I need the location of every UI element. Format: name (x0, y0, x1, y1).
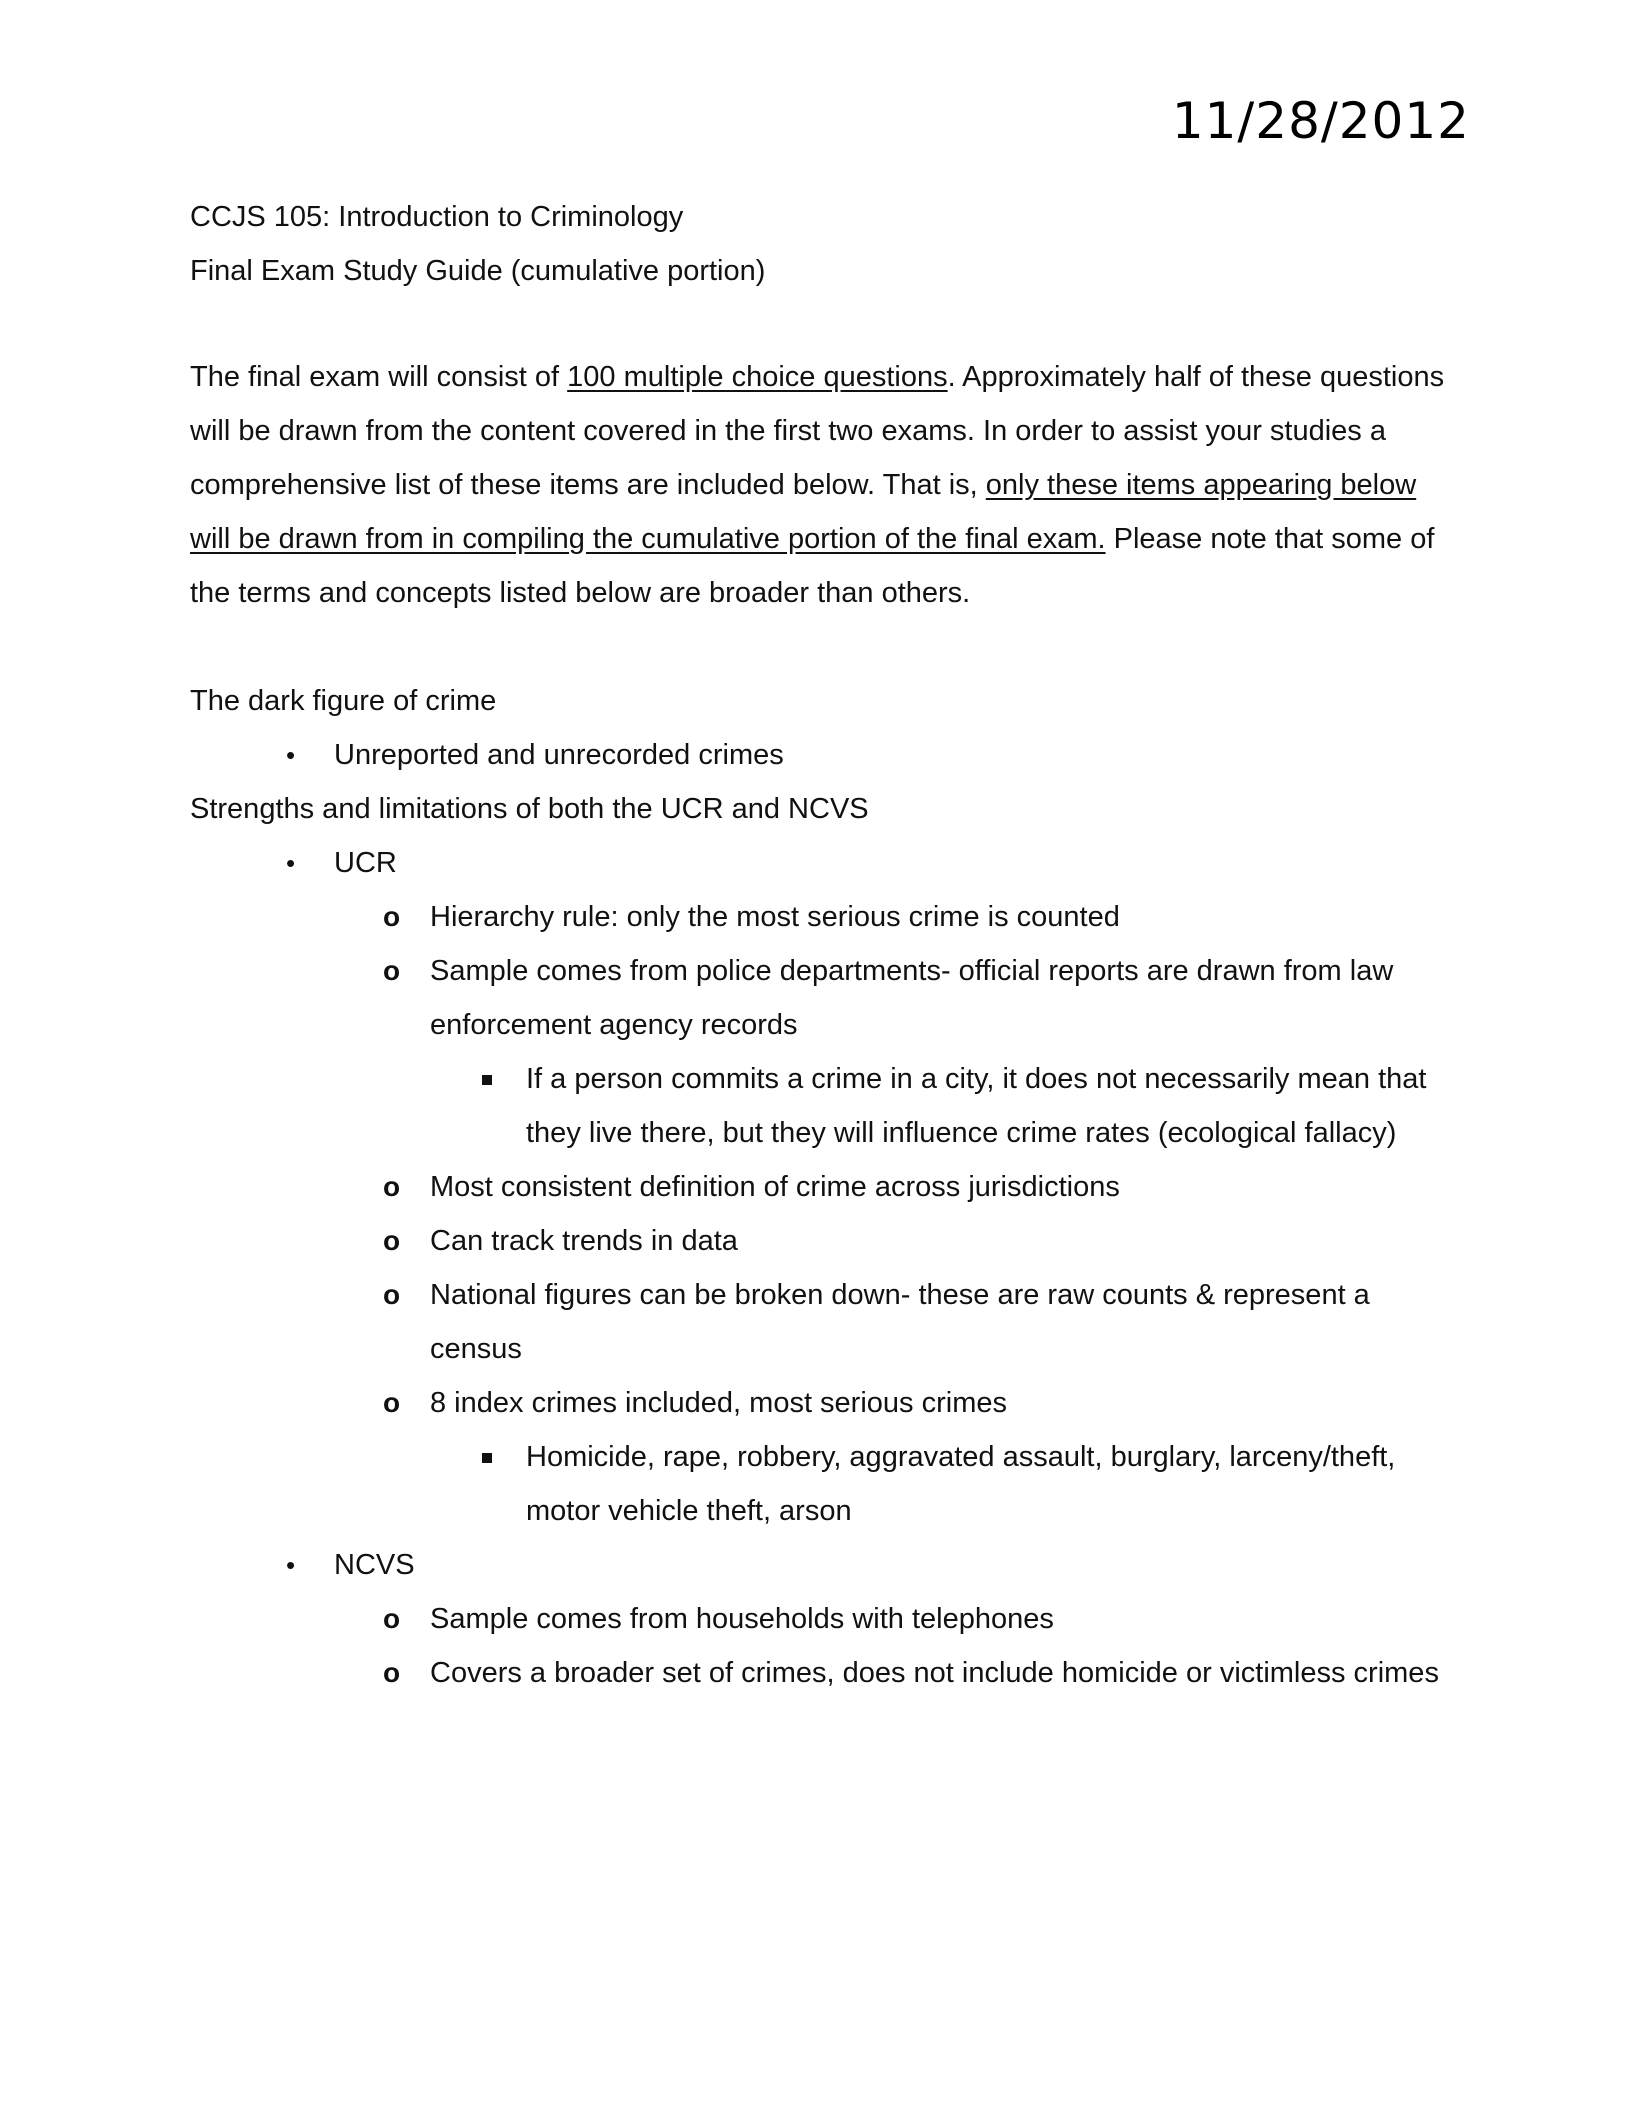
circle-bullet-icon: o (383, 1225, 401, 1256)
list-item-text: 8 index crimes included, most serious crimes (430, 1387, 1007, 1419)
intro-text-1: The final exam will consist of (190, 361, 568, 393)
document-date: 11/28/2012 (1171, 92, 1470, 150)
square-bullet-icon (482, 1052, 492, 1106)
disc-bullet-icon: • (286, 1550, 296, 1580)
circle-bullet-icon: o (383, 1171, 401, 1202)
sub-sub-list (190, 1430, 1450, 1538)
list-item (190, 1214, 1450, 1268)
list-item (190, 890, 1450, 944)
list-item (190, 1430, 1450, 1538)
topic-heading: The dark figure of crime (190, 685, 497, 717)
list-item (190, 1268, 1450, 1376)
list-item-text: Sample comes from households with telephones (430, 1603, 1054, 1635)
list-item (190, 1160, 1450, 1214)
list-item-text: Homicide, rape, robbery, aggravated assault, burglary, larceny/theft, motor vehicle theft, arson (526, 1441, 1396, 1527)
intro-paragraph (190, 350, 1450, 620)
list-item-text: If a person commits a crime in a city, it does not necessarily mean that they live there, but they will influence crime rates (ecological fallacy) (526, 1063, 1427, 1149)
intro-underline-2: only these items appearing below will be drawn from in compiling the cumulative portion of the final exam. (190, 469, 1417, 555)
circle-bullet-icon: o (383, 901, 401, 932)
document-body (190, 190, 1450, 1700)
list-item (190, 1646, 1450, 1700)
list-item-text: UCR (334, 847, 397, 879)
intro-underline-1: 100 multiple choice questions (567, 361, 948, 393)
intro-text-3: Please note that some of the terms and concepts listed below are broader than others. (190, 523, 1435, 609)
disc-bullet-icon: • (286, 740, 296, 770)
list-item (190, 1538, 1450, 1592)
list-item (190, 1592, 1450, 1646)
intro-text-2: . Approximately half of these questions will be drawn from the content covered in the first two exams. In order to assist your studies a comprehensive list of these items are included below. That is, (190, 361, 1445, 501)
list-item (190, 1376, 1450, 1430)
topic-outline (190, 674, 1450, 1700)
list-item (190, 836, 1450, 890)
topic-list (190, 1538, 1450, 1592)
sub-list (190, 890, 1450, 1052)
list-item-text: Unreported and unrecorded crimes (334, 739, 784, 771)
sub-list (190, 1592, 1450, 1700)
topic-list (190, 836, 1450, 890)
list-item-text: Hierarchy rule: only the most serious crime is counted (430, 901, 1120, 933)
list-item-text: NCVS (334, 1549, 415, 1581)
circle-bullet-icon: o (383, 955, 401, 986)
list-item (190, 1052, 1450, 1160)
circle-bullet-icon: o (383, 1279, 401, 1310)
circle-bullet-icon: o (383, 1603, 401, 1634)
list-item-text: Most consistent definition of crime across jurisdictions (430, 1171, 1120, 1203)
topic-list (190, 728, 1450, 782)
disc-bullet-icon: • (286, 848, 296, 878)
circle-bullet-icon: o (383, 1387, 401, 1418)
square-bullet-icon (482, 1430, 492, 1484)
list-item-text: National figures can be broken down- these are raw counts & represent a census (430, 1279, 1370, 1365)
circle-bullet-icon: o (383, 1657, 401, 1688)
sub-list (190, 1160, 1450, 1430)
list-item (190, 728, 1450, 782)
sub-sub-list (190, 1052, 1450, 1160)
list-item-text: Covers a broader set of crimes, does not include homicide or victimless crimes (430, 1657, 1439, 1689)
topic-heading: Strengths and limitations of both the UCR and NCVS (190, 793, 869, 825)
course-title: CCJS 105: Introduction to Criminology (190, 201, 684, 233)
guide-title: Final Exam Study Guide (cumulative portion) (190, 255, 766, 287)
list-item (190, 944, 1450, 1052)
list-item-text: Sample comes from police departments- official reports are drawn from law enforcement agency records (430, 955, 1394, 1041)
list-item-text: Can track trends in data (430, 1225, 738, 1257)
